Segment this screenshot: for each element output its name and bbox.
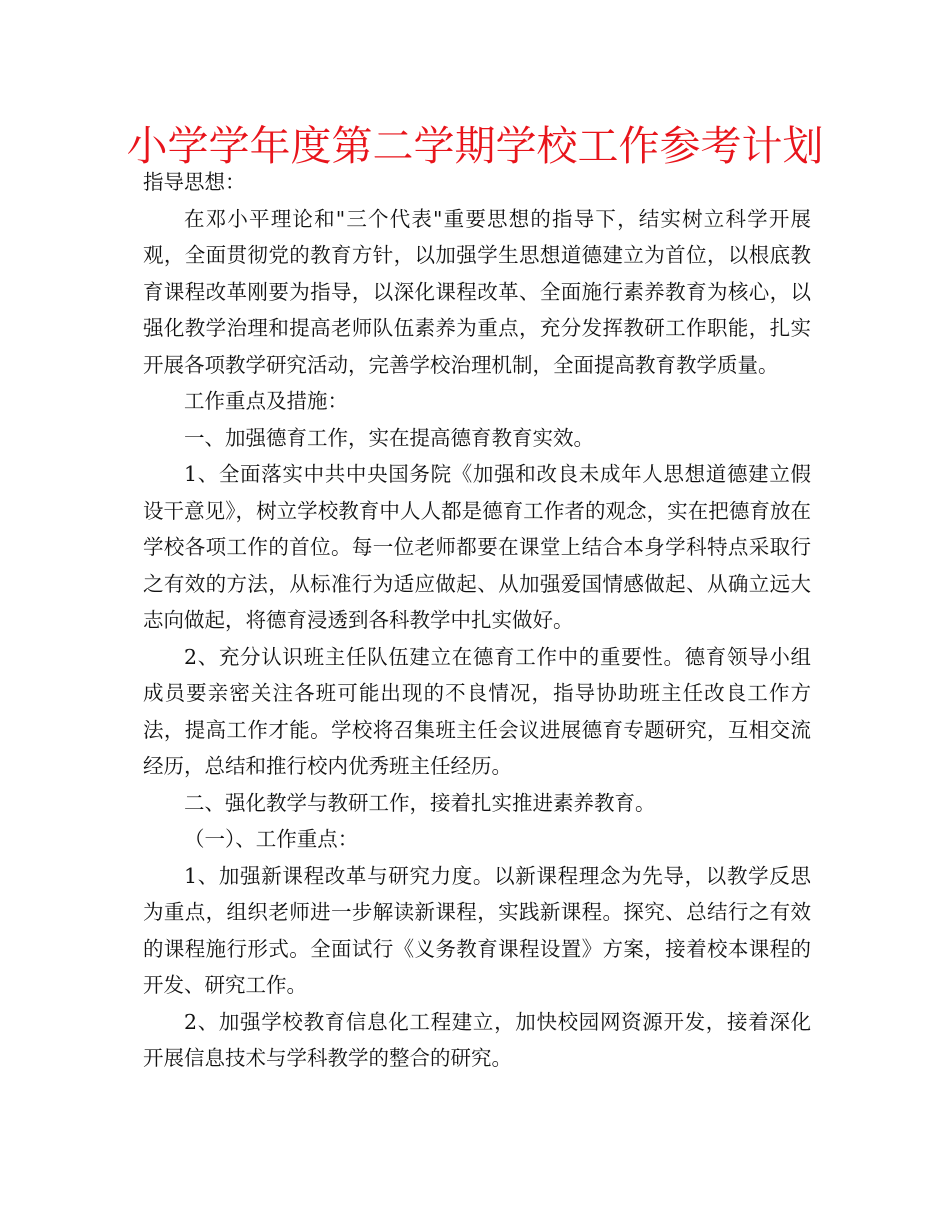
subsection-heading-work-focus: （一）、工作重点：	[184, 827, 359, 851]
section-heading-guiding-thought: 指导思想：	[143, 170, 246, 194]
paragraph-teaching-item-2: 2、加强学校教育信息化工程建立，加快校园网资源开发，接着深化开展信息技术与学科教学的整合的研究。	[143, 1009, 811, 1070]
paragraph-moral-item-2: 2、充分认识班主任队伍建立在德育工作中的重要性。德育领导小组成员要亲密关注各班可能出现的不良情况，指导协助班主任改良工作方法，提高工作才能。学校将召集班主任会议进展德育专题研究，互相交流经历，总结和推行校内优秀班主任经历。	[143, 644, 811, 778]
document-body	[143, 164, 811, 1077]
paragraph-teaching-item-1: 1、加强新课程改革与研究力度。以新课程理念为先导，以教学反思为重点，组织老师进一步解读新课程，实践新课程。探究、总结行之有效的课程施行形式。全面试行《义务教育课程设置》方案，接着校本课程的开发、研究工作。	[143, 863, 811, 997]
paragraph-guiding-thought: 在邓小平理论和"三个代表"重要思想的指导下，结实树立科学开展观，全面贯彻党的教育方针，以加强学生思想道德建立为首位，以根底教育课程改革刚要为指导，以深化课程改革、全面施行素养教育为核心，以强化教学治理和提高老师队伍素养为重点，充分发挥教研工作职能，扎实开展各项教学研究活动，完善学校治理机制，全面提高教育教学质量。	[143, 206, 811, 377]
paragraph-moral-item-1: 1、全面落实中共中央国务院《加强和改良未成年人思想道德建立假设干意见》，树立学校教育中人人都是德育工作者的观念，实在把德育放在学校各项工作的首位。每一位老师都要在课堂上结合本身学科特点采取行之有效的方法，从标准行为适应做起、从加强爱国情感做起、从确立远大志向做起，将德育浸透到各科教学中扎实做好。	[143, 462, 811, 632]
document-title: 小学学年度第二学期学校工作参考计划	[126, 122, 824, 170]
section-heading-teaching-research: 二、强化教学与教研工作，接着扎实推进素养教育。	[184, 790, 656, 815]
section-heading-moral-education: 一、加强德育工作，实在提高德育教育实效。	[184, 425, 594, 450]
section-heading-key-measures: 工作重点及措施：	[184, 389, 348, 413]
